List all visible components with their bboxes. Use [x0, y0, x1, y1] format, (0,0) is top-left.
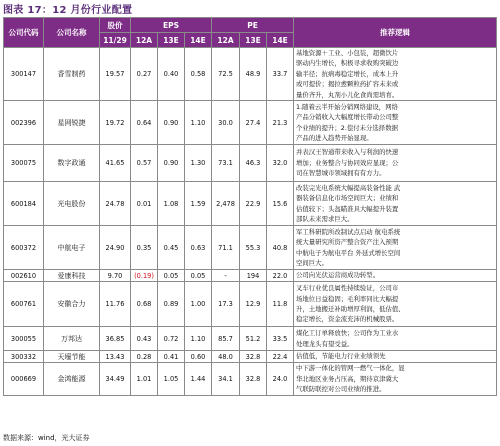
table-row [4, 327, 497, 351]
header-price: 股价 [100, 18, 131, 33]
company-name: 香雪制药 [44, 48, 100, 101]
table-row [4, 101, 497, 145]
logic-line: 或可提价；揭拉愈颗粒药扩容未来或 [296, 80, 399, 89]
header-eps: EPS [131, 18, 212, 33]
logic-line: 基地资源＋工业、小包装，超微饮片 [296, 49, 399, 57]
eps-value: 0.89 [158, 282, 185, 327]
stock-code: 600761 [4, 282, 44, 327]
stock-price: 13.43 [100, 351, 131, 363]
pe-value: 73.1 [212, 145, 240, 182]
header-code: 公司代码 [4, 18, 44, 48]
eps-value: 1.10 [185, 101, 212, 145]
figure-title: 图表 17：12 月份行业配置 [3, 5, 133, 16]
recommendation-logic [294, 363, 497, 396]
stock-price: 36.85 [100, 327, 131, 351]
eps-value: 0.58 [185, 48, 212, 101]
header-eps-year: 13E [158, 33, 185, 48]
logic-line: 统大量研究所资产整合资产注入预期 [296, 238, 399, 247]
stock-price: 24.90 [100, 226, 131, 270]
eps-value: 0.68 [131, 282, 158, 327]
pe-value: 32.0 [267, 145, 294, 182]
stock-code: 300147 [4, 48, 44, 101]
eps-value: 1.10 [185, 327, 212, 351]
pe-value: 55.3 [240, 226, 267, 270]
stock-price: 9.70 [100, 270, 131, 282]
header-name: 公司名称 [44, 18, 100, 48]
stock-code: 600372 [4, 226, 44, 270]
logic-line: 军工科研院所改制试点启动 航电系统 [296, 227, 401, 236]
stock-code: 600184 [4, 182, 44, 226]
eps-value: 0.41 [158, 351, 185, 363]
company-name: 中航电子 [44, 226, 100, 270]
table-row [4, 226, 497, 270]
pe-value: 12.9 [240, 282, 267, 327]
logic-line: 稳定增长，资金流充沛的机械股票。 [296, 315, 399, 324]
header-pe-year: 13E [240, 33, 267, 48]
logic-line: 器装备信息化市场空间巨大；业绩和 [296, 194, 399, 203]
pe-value: 48.9 [240, 48, 267, 101]
pe-value: 48.0 [212, 351, 240, 363]
stock-price: 19.57 [100, 48, 131, 101]
eps-value: 0.45 [158, 226, 185, 270]
pe-value: 32.8 [240, 351, 267, 363]
eps-value: 0.05 [185, 270, 212, 282]
recommendation-logic [294, 48, 497, 101]
pe-value: 34.1 [212, 363, 240, 396]
pe-value: 30.0 [212, 101, 240, 145]
recommendation-logic [294, 226, 497, 270]
company-name: 星网锐捷 [44, 101, 100, 145]
eps-value: 0.72 [158, 327, 185, 351]
table-row [4, 48, 497, 101]
pe-value: 17.3 [212, 282, 240, 327]
eps-value: 1.30 [185, 145, 212, 182]
eps-value: 0.90 [158, 145, 185, 182]
pe-value: 27.4 [240, 101, 267, 145]
pe-value: 32.8 [240, 363, 267, 396]
logic-line: 空间巨大。 [296, 258, 328, 267]
header-eps-year: 12A [131, 33, 158, 48]
table-row [4, 270, 497, 282]
header-pe-year: 14E [267, 33, 294, 48]
company-name: 光电股份 [44, 182, 100, 226]
table-row [4, 182, 497, 226]
header-pe-year: 12A [212, 33, 240, 48]
recommendation-logic [294, 282, 497, 327]
table-row [4, 282, 497, 327]
pe-value: 72.5 [212, 48, 240, 101]
pe-value: 194 [240, 270, 267, 282]
eps-value: 1.00 [185, 282, 212, 327]
logic-line: 改装完光电系统大幅提高装备性能 武 [296, 183, 401, 192]
logic-line: 升，土地搬迁补助增厚利润，低估值、 [296, 305, 405, 314]
pe-value: - [212, 270, 240, 282]
table-row [4, 363, 497, 396]
company-name: 金鸿能源 [44, 363, 100, 396]
stock-code: 002610 [4, 270, 44, 282]
eps-value: 0.27 [131, 48, 158, 101]
logic-line: 部队未来需求巨大。 [296, 214, 354, 223]
logic-line: 司在智慧城市领域拥有有方力。 [296, 169, 386, 178]
eps-value: 1.44 [185, 363, 212, 396]
source-note: 数据来源：wind，光大证券 [3, 434, 90, 442]
eps-value: 0.40 [158, 48, 185, 101]
logic-line: 公司向光伏运营商成功转型。 [296, 271, 380, 280]
eps-value: 0.01 [131, 182, 158, 226]
eps-value: 0.90 [158, 101, 185, 145]
pe-value: 85.7 [212, 327, 240, 351]
logic-line: 增加；业务整合与协同效应显现；公 [296, 158, 399, 167]
logic-line: 叉车行业优良属性持续验证，公司市 [296, 284, 399, 293]
eps-value: 0.28 [131, 351, 158, 363]
pe-value: 46.3 [240, 145, 267, 182]
company-name: 安徽合力 [44, 282, 100, 327]
eps-value: 0.43 [131, 327, 158, 351]
recommendation-logic [294, 182, 497, 226]
logic-line: 1.随着云半开始分销网络建设，网络 [296, 102, 398, 111]
pe-value: 51.2 [240, 327, 267, 351]
logic-line: 驱动内生增长，积极寻求收购突破边 [296, 59, 399, 68]
pe-value: 11.8 [267, 282, 294, 327]
header-eps-year: 14E [185, 33, 212, 48]
logic-line: 产品的进入趋势开始显现。 [296, 133, 373, 142]
stock-code: 002396 [4, 101, 44, 145]
logic-line: 场地位日益稳固；毛利率同比大幅提 [296, 294, 399, 303]
logic-line: 产品分销收入大幅度增长带动公司整 [296, 113, 399, 122]
table-row [4, 145, 497, 182]
eps-value: (0.19) [131, 270, 158, 282]
eps-value: 0.63 [185, 226, 212, 270]
pe-value: 24.0 [267, 363, 294, 396]
stock-price: 41.65 [100, 145, 131, 182]
industry-allocation-table [3, 17, 497, 396]
recommendation-logic [294, 101, 497, 145]
header-logic: 推荐逻辑 [294, 18, 497, 48]
company-name: 爱康科技 [44, 270, 100, 282]
stock-price: 24.78 [100, 182, 131, 226]
logic-line: 估值较下；头盔瞄准具大幅提升装置 [296, 204, 399, 213]
pe-value: 15.6 [267, 182, 294, 226]
pe-value: 71.1 [212, 226, 240, 270]
header-pe: PE [212, 18, 294, 33]
stock-code: 300055 [4, 327, 44, 351]
pe-value: 33.5 [267, 327, 294, 351]
logic-line: 华北地区业务占压高，期待京津冀大 [296, 374, 399, 383]
header-price-date: 11/29 [100, 33, 131, 48]
company-name: 万邦达 [44, 327, 100, 351]
pe-value: 22.0 [267, 270, 294, 282]
pe-value: 33.7 [267, 48, 294, 101]
logic-line: 中航电子为航电平台 外延式增长空间 [296, 248, 401, 257]
recommendation-logic [294, 327, 497, 351]
eps-value: 0.05 [158, 270, 185, 282]
pe-value: 21.3 [267, 101, 294, 145]
logic-line: 输半径；抗病毒稳定增长，成本上升 [296, 69, 399, 78]
recommendation-logic [294, 270, 497, 282]
eps-value: 0.60 [185, 351, 212, 363]
pe-value: 40.8 [267, 226, 294, 270]
company-name: 天壕节能 [44, 351, 100, 363]
eps-value: 1.01 [131, 363, 158, 396]
logic-line: 处理龙头有望受益。 [296, 339, 354, 348]
company-name: 数字政通 [44, 145, 100, 182]
logic-line: 煤化工订单释放快；公司作为工业水 [296, 329, 399, 338]
stock-price: 34.49 [100, 363, 131, 396]
logic-line: 量价齐升，丸剂小儿化食尚需培育。 [296, 90, 399, 99]
eps-value: 0.35 [131, 226, 158, 270]
logic-line: 估值低，节能电力行业业绩领先 [296, 352, 386, 361]
eps-value: 0.57 [131, 145, 158, 182]
eps-value: 0.64 [131, 101, 158, 145]
eps-value: 1.59 [185, 182, 212, 226]
pe-value: 22.9 [240, 182, 267, 226]
logic-line: 并表汉王智通带来收入与利润的快速 [296, 148, 399, 157]
stock-code: 300075 [4, 145, 44, 182]
eps-value: 1.05 [158, 363, 185, 396]
pe-value: 22.4 [267, 351, 294, 363]
table-body [4, 48, 497, 396]
pe-value: 2,478 [212, 182, 240, 226]
stock-code: 000669 [4, 363, 44, 396]
recommendation-logic [294, 351, 497, 363]
logic-line: 气联防联控对公司业绩的推进。 [296, 385, 386, 394]
stock-price: 19.72 [100, 101, 131, 145]
stock-price: 11.76 [100, 282, 131, 327]
eps-value: 1.08 [158, 182, 185, 226]
table-row [4, 351, 497, 363]
stock-code: 300332 [4, 351, 44, 363]
logic-line: 中下游一体化的管网一燃气一体化，显 [296, 364, 405, 373]
logic-line: 个业绩的提升；2.偿付未分选择数据 [296, 123, 398, 132]
recommendation-logic [294, 145, 497, 182]
